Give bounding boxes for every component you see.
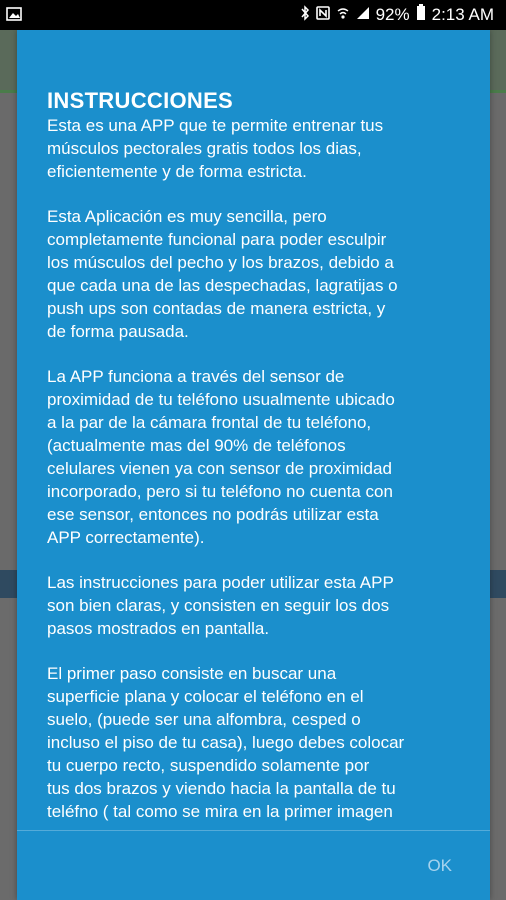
nfc-icon <box>316 5 330 26</box>
bluetooth-icon <box>300 5 310 26</box>
battery-icon <box>416 4 426 26</box>
dialog-paragraph: El primer paso consiste en buscar una superficie plana y colocar el teléfono en el suelo, (puede ser una alfombra, cesped o incluso el piso de tu casa), luego debes colocar tu cuerpo recto, suspendido solamente por tus dos brazos y viendo hacia la pantalla de tu teléfno ( tal como se mira en la primer imagen <box>47 664 405 821</box>
status-icons <box>300 4 494 26</box>
dialog-paragraph: Las instrucciones para poder utilizar esta APP son bien claras, y consisten en seguir los dos pasos mostrados en pantalla. <box>47 573 394 638</box>
dialog-title: INSTRUCCIONES <box>47 88 234 113</box>
ok-button[interactable]: OK <box>427 856 452 875</box>
clock: 2:13 AM <box>431 5 494 24</box>
wifi-icon <box>336 5 350 26</box>
dialog-body[interactable] <box>47 114 467 828</box>
dialog-paragraph: Esta Aplicación es muy sencilla, pero completamente funcional para poder esculpir los músculos del pecho y los brazos, debido a que cada una de las despechadas, lagratijas o push ups son contadas de manera estricta, y de forma pausada. <box>47 207 398 341</box>
dialog-divider <box>17 830 490 831</box>
signal-icon <box>356 5 370 26</box>
image-icon <box>6 6 24 22</box>
instructions-dialog <box>17 30 490 900</box>
status-bar <box>0 0 506 30</box>
dialog-paragraph: La APP funciona a través del sensor de proximidad de tu teléfono usualmente ubicado a la par de la cámara frontal de tu teléfono, (actualmente mas del 90% de teléfonos celulares vienen ya con sensor de proximidad incorporado, pero si tu teléfono no cuenta con ese sensor, entonces no podrás utilizar esta APP correctamente). <box>47 367 395 547</box>
dialog-paragraph: Esta es una APP que te permite entrenar tus músculos pectorales gratis todos los dias, eficientemente y de forma estricta. <box>47 116 384 181</box>
battery-percent: 92% <box>375 5 410 24</box>
